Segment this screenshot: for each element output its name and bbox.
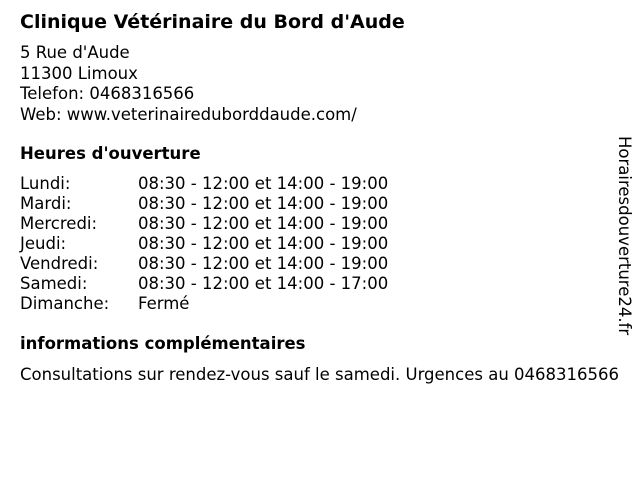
hours-row-friday bbox=[20, 254, 388, 274]
time-range: 08:30 - 12:00 et 14:00 - 19:00 bbox=[138, 214, 389, 233]
hours-row-monday bbox=[20, 174, 388, 194]
time-range: 08:30 - 12:00 et 14:00 - 19:00 bbox=[138, 254, 389, 273]
opening-hours-table bbox=[20, 174, 388, 314]
time-range: 08:30 - 12:00 et 14:00 - 17:00 bbox=[138, 274, 389, 293]
time-range: 08:30 - 12:00 et 14:00 - 19:00 bbox=[138, 194, 389, 213]
time-range: Fermé bbox=[138, 294, 190, 313]
phone-number: Telefon: 0468316566 bbox=[20, 84, 195, 103]
contact-block bbox=[20, 43, 357, 125]
day-label: Lundi: bbox=[20, 174, 71, 193]
day-label: Samedi: bbox=[20, 274, 88, 293]
day-label: Mercredi: bbox=[20, 214, 98, 233]
day-label: Jeudi: bbox=[20, 234, 67, 253]
day-label: Mardi: bbox=[20, 194, 72, 213]
hours-row-wednesday bbox=[20, 214, 388, 234]
site-watermark: Horairesdouverture24.fr bbox=[615, 136, 634, 336]
website-link[interactable]: Web: www.veterinaireduborddaude.com/ bbox=[20, 104, 357, 124]
day-label: Dimanche: bbox=[20, 294, 110, 313]
additional-info-text: Consultations sur rendez-vous sauf le samedi. Urgences au 0468316566 bbox=[20, 365, 619, 384]
address-city: 11300 Limoux bbox=[20, 63, 138, 83]
address-street: 5 Rue d'Aude bbox=[20, 43, 130, 62]
business-name: Clinique Vétérinaire du Bord d'Aude bbox=[20, 11, 405, 33]
time-range: 08:30 - 12:00 et 14:00 - 19:00 bbox=[138, 234, 389, 253]
hours-row-thursday bbox=[20, 234, 388, 254]
opening-hours-heading: Heures d'ouverture bbox=[20, 144, 201, 163]
time-range: 08:30 - 12:00 et 14:00 - 19:00 bbox=[138, 174, 389, 193]
hours-row-saturday bbox=[20, 274, 388, 294]
hours-row-tuesday bbox=[20, 194, 388, 214]
additional-info-heading: informations complémentaires bbox=[20, 334, 306, 353]
day-label: Vendredi: bbox=[20, 254, 99, 273]
hours-row-sunday bbox=[20, 294, 388, 314]
